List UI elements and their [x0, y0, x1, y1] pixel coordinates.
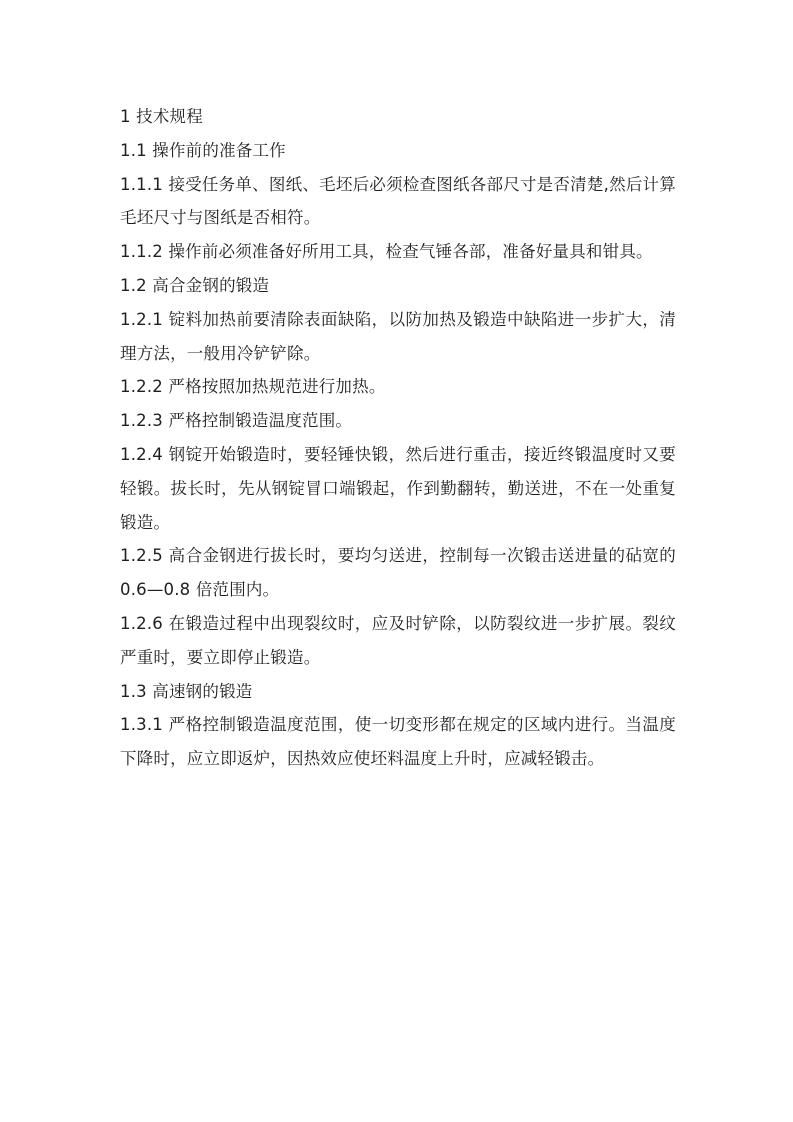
subsection-heading: 1.3 高速钢的锻造: [120, 681, 253, 701]
document-body: [120, 100, 676, 776]
subsection-heading: 1.2 高合金钢的锻造: [120, 275, 270, 295]
paragraph: 1.2.1 锭料加热前要清除表面缺陷，以防加热及锻造中缺陷进一步扩大，清理方法，一般用冷铲铲除。: [120, 309, 676, 363]
paragraph: 1.2.3 严格控制锻造温度范围。: [120, 411, 353, 431]
paragraph: 1.2.2 严格按照加热规范进行加热。: [120, 377, 386, 397]
section-heading: 1 技术规程: [120, 107, 203, 126]
paragraph: 1.1.1 接受任务单、图纸、毛坯后必须检查图纸各部尺寸是否清楚,然后计算毛坯尺寸与图纸是否相符。: [120, 174, 676, 228]
paragraph: 1.3.1 严格控制锻造温度范围，使一切变形都在规定的区域内进行。当温度下降时，应立即返炉，因热效应使坯料温度上升时，应减轻锻击。: [120, 715, 676, 769]
paragraph: 1.2.4 钢锭开始锻造时，要轻锤快锻，然后进行重击，接近终锻温度时又要轻锻。拔长时，先从钢锭冒口端锻起，作到勤翻转，勤送进，不在一处重复锻造。: [120, 444, 676, 532]
subsection-heading: 1.1 操作前的准备工作: [120, 140, 286, 160]
paragraph: 1.2.6 在锻造过程中出现裂纹时，应及时铲除，以防裂纹进一步扩展。裂纹严重时，要立即停止锻造。: [120, 613, 676, 667]
paragraph: 1.2.5 高合金钢进行拔长时，要均匀送进，控制每一次锻击送进量的砧宽的 0.6—0.8 倍范围内。: [120, 546, 676, 600]
paragraph: 1.1.2 操作前必须准备好所用工具，检查气锤各部，准备好量具和钳具。: [120, 242, 653, 262]
